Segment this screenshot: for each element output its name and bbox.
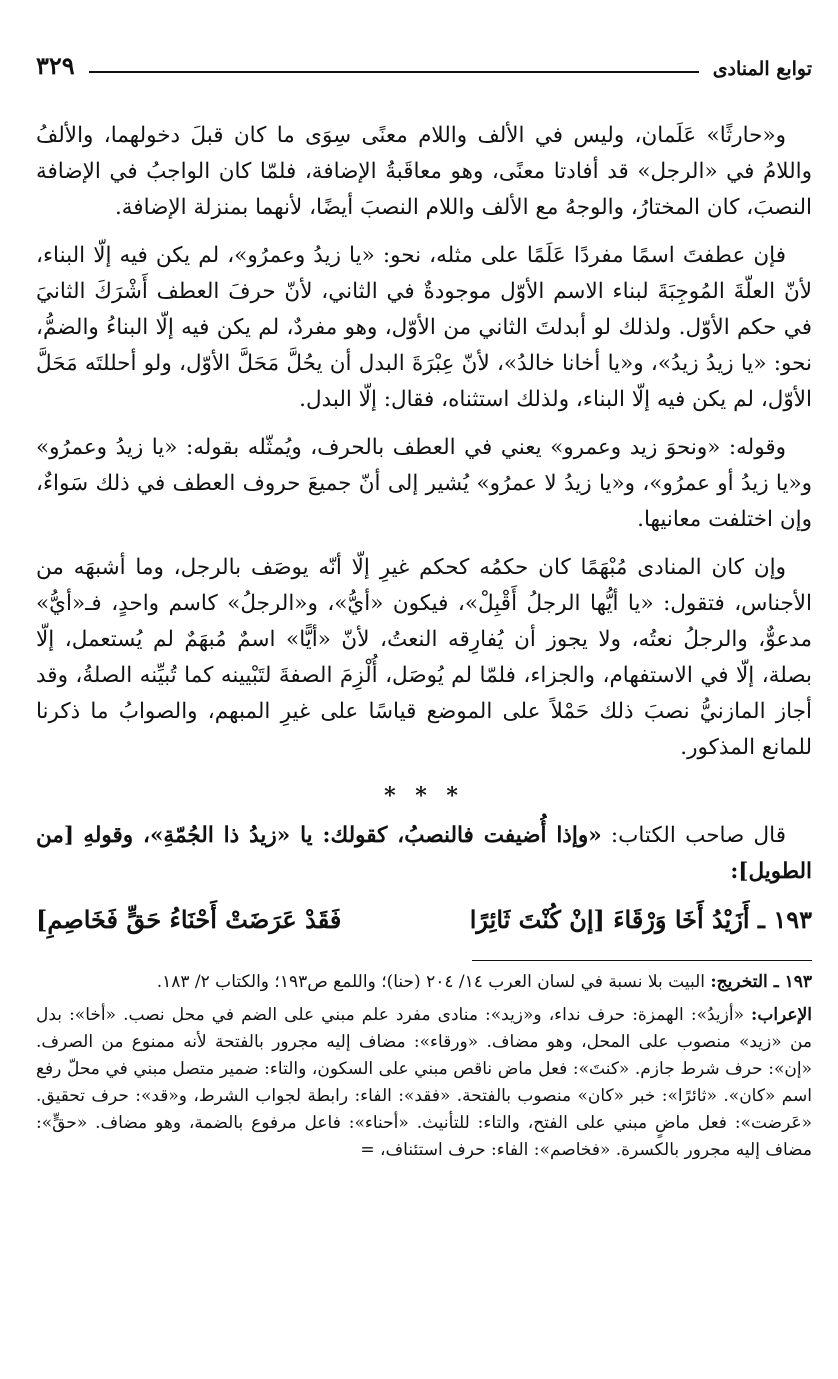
paragraph: و«حارثًا» عَلَمان، وليس في الألف واللام معنًى سِوَى ما كان قبلَ دخولهما، والألفُ واللامُ في «الرجل» قد أفادتا معنًى، وهو معاقَبةُ الإضافة، فلمّا كان الواجبُ في الإضافة النصبَ، كان المختارُ، والوجهُ مع الألف واللام النصبَ أيضًا، لأنهما بمنزلة الإضافة. [36,123,812,220]
footnote-label: ١٩٣ ـ التخريج: [710,972,812,992]
page-header [36,40,812,80]
header-rule [89,71,699,73]
paragraph: فإن عطفتَ اسمًا مفردًا عَلَمًا على مثله، نحو: «يا زيدُ وعمرُو»، لم يكن فيه إلّا البناء، لأنّ العلّةَ المُوجِبَةَ لبناء الاسم الأوّل موجودةٌ في الثاني، لأنّ حرفَ العطف أَشْرَكَ الثانيَ في حكم الأوّل. ولذلك لو أبدلتَ الثاني من الأوّل، وهو مفردٌ، لم يكن فيه إلّا البناءُ والضمُّ، نحو: «يا زيدُ زيدُ»، و«يا أخانا خالدُ»، لأنّ عِبْرَةَ البدل أن يحُلَّ مَحَلَّ الأوّل، ولو أحللتَه مَحَلَّ الأوّل، لم يكن فيه إلّا البناء، ولذلك استثناه، فقال: إلّا البدل. [36,243,812,412]
verse-hemistich-first: ١٩٣ ـ أَزَيْدُ أَخَا وَرْقَاءَ [إنْ كُنْتَ ثَائِرًا [469,905,812,934]
paragraph: وقوله: «ونحوَ زيد وعمرو» يعني في العطف بالحرف، ويُمثّله بقوله: «يا زيدُ وعمرُو» و«يا زيدُ أو عمرُو»، و«يا زيدُ لا عمرُو» يُشير إلى أنّ جميعَ حروف العطف في ذلك سَواءٌ، وإن اختلفت معانيها. [36,435,812,532]
footnote-label: الإعراب: [751,1005,812,1025]
footnote-text: «أزيدُ»: الهمزة: حرف نداء، و«زيد»: منادى مفرد علم مبني على الضم في محل نصب. «أخا»: بدل من «زيد» منصوب على المحل، وهو مضاف. «ورقاء»: مضاف إليه مجرور بالفتحة لأنه ممنوع من الصرف. «إن»: حرف شرط جازم. «كنتَ»: فعل ماض ناقص مبني على السكون، والتاء: ضمير متصل مبني في محلّ رفع اسم «كان». «ثائرًا»: خبر «كان» منصوب بالفتحة. «فقد»: الفاء: رابطة لجواب الشرط، و«قد»: حرف تحقيق. «عَرضت»: فعل ماضٍ مبني على الفتح، والتاء: للتأنيث. «أحناء»: فاعل مرفوع بالضمة، وهو مضاف. «حقٍّ»: مضاف إليه مجرور بالكسرة. «فخاصم»: الفاء: حرف استئناف، = [36,1005,812,1160]
meter-label: [من الطويل]: [36,823,812,884]
quote-lead: قال صاحب الكتاب: [601,823,786,848]
footnote-text: البيت بلا نسبة في لسان العرب ١٤/ ٢٠٤ (حنا)؛ واللمع ص١٩٣؛ والكتاب ٢/ ١٨٣. [156,972,711,992]
page-number: ٣٢٩ [36,51,75,80]
running-title: توابع المنادى [712,58,812,80]
author-quote [36,818,812,890]
poetry-verse [36,902,812,938]
footnote-takhrij [36,969,812,996]
main-text [36,118,812,938]
quote-bold: «وإذا أُضيفت فالنصبُ، كقولك: يا «زيدُ ذا الجُمّةِ»، وقولهِ [83,823,602,848]
section-separator: * * * [384,783,464,809]
footnote-rule [472,960,812,961]
paragraph: وإن كان المنادى مُبْهَمًا كان حكمُه كحكم غيرِ إلّا أنّه يوصَف بالرجل، وما أشبهَه من الأجناس، فتقول: «يا أيُّها الرجلُ أَقْبِلْ»، فيكون «أيُّ»، و«الرجلُ» كاسم واحدٍ، فـ«أيُّ» مدعوٌّ، والرجلُ نعتُه، ولا يجوز أن يُفارِقه النعتُ، لأنّ «أيًّا» اسمٌ مُبهَمٌ لم يُستعمل، إلّا بصلة، إلّا في الاستفهام، والجزاء، فلمّا لم يُوصَل، أُلْزِمَ الصفةَ لتَبْيينه كما تُبيِّنه الصلةُ، وقد أجاز المازنيُّ نصبَ ذلك حَمْلاً على الموضع قياسًا على غيرِ المبهم، والصوابُ ما ذكرنا للمانع المذكور. [36,555,812,760]
verse-hemistich-second: فَقَدْ عَرَضَتْ أَحْنَاءُ حَقٍّ فَخَاصِمِ] [36,905,342,934]
book-page [36,40,812,1170]
footnotes [36,969,812,1164]
footnote-irab [36,1002,812,1164]
